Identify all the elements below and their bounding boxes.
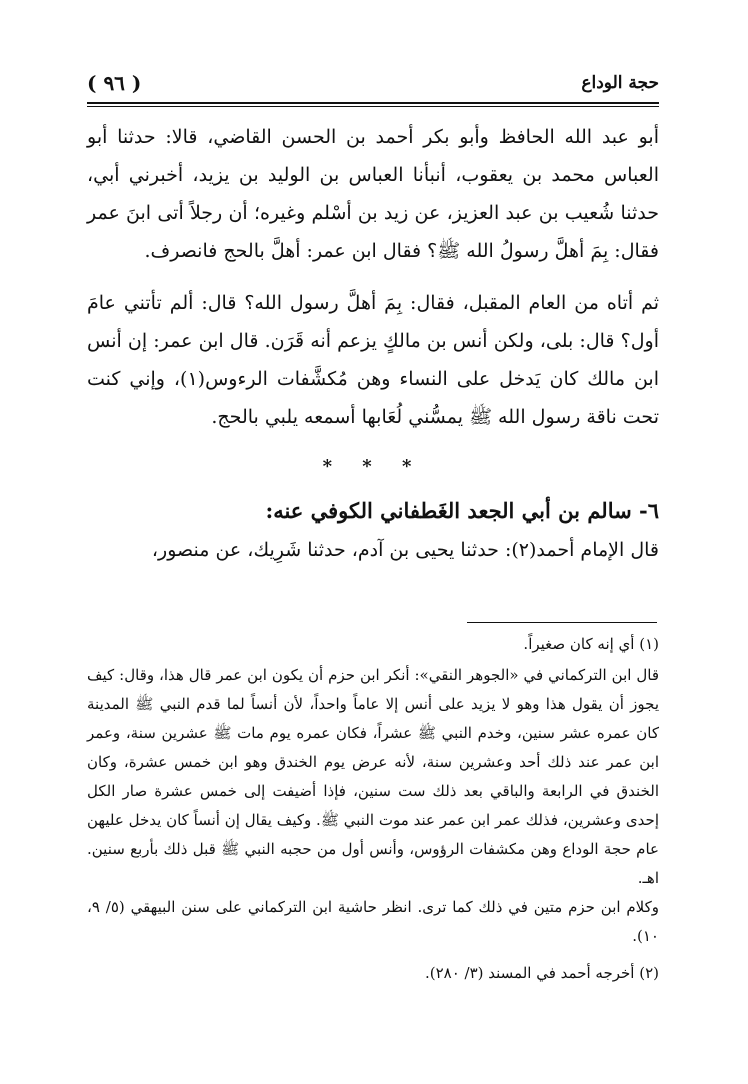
header-rule bbox=[87, 102, 659, 107]
section-paragraph: قال الإمام أحمد(٢): حدثنا يحيى بن آدم، حدثنا شَرِيك، عن منصور، bbox=[151, 539, 659, 561]
footnotes bbox=[87, 630, 659, 988]
section-heading: ٦- سالم بن أبي الجعد الغَطفاني الكوفي عنه: bbox=[265, 498, 659, 523]
main-text bbox=[87, 118, 659, 569]
footnote-2: (٢) أخرجه أحمد في المسند (٣/ ٢٨٠). bbox=[424, 964, 659, 982]
running-title: حجة الوداع bbox=[581, 73, 659, 93]
paragraph-1: أبو عبد الله الحافظ وأبو بكر أحمد بن الحسن القاضي، قالا: حدثنا أبو العباس محمد بن يعقوب، أنبأنا العباس بن الوليد بن يزيد، أخبرني أبي، حدثنا شُعيب بن عبد العزيز، عن زيد بن أسْلم وغيره؛ أن رجلاً أتى ابنَ عمر فقال: بِمَ أهلَّ رسولُ الله ﷺ؟ فقال ابن عمر: أهلَّ بالحج فانصرف. bbox=[87, 126, 659, 262]
page-header bbox=[87, 66, 659, 100]
page-number: ( ٩٦ ) bbox=[87, 71, 142, 95]
footnote-1-body: قال ابن التركماني في «الجوهر النقي»: أنكر ابن حزم أن يكون ابن عمر قال هذا، وقال: كيف يجوز أن يقول هذا وهو لا يزيد على أنس إلا عاماً واحداً، لأن أنساً لما قدم النبي ﷺ المدينة كان عمره عشر سنين، وخدم النبي ﷺ عشراً، فكان عمره يوم مات ﷺ عشرين سنة، وعمر ابن عمر عند ذلك أحد وعشرين سنة، لأنه عرض يوم الخندق وهو ابن خمس عشرة، وكان الخندق في الرابعة والباقي بعد ذلك ست سنين، فإذا أضيفت إلى خمس عشرة صار الكل إحدى وعشرين، فذلك عمر ابن عمر عند موت النبي ﷺ. وكيف يقال إن أنساً كان يدخل عليهن عام حجة الوداع وهن مكشفات الرؤوس، وأنس أول من حجبه النبي ﷺ قبل ذلك بأربع سنين. اهـ. bbox=[87, 666, 659, 887]
section-separator: * * * bbox=[322, 456, 424, 477]
footnote-1-title: (١) أي إنه كان صغيراً. bbox=[523, 635, 659, 653]
footnote-rule bbox=[467, 622, 657, 623]
footnote-1-closing: وكلام ابن حزم متين في ذلك كما ترى. انظر حاشية ابن التركماني على سنن البيهقي (٥/ ٩، ١٠). bbox=[87, 898, 659, 945]
paragraph-2: ثم أتاه من العام المقبل، فقال: بِمَ أهلَّ رسول الله؟ قال: ألم تأتني عامَ أول؟ قال: بلى، ولكن أنس بن مالكٍ يزعم أنه قَرَن. قال ابن عمر: إن أنس ابن مالك كان يَدخل على النساء وهن مُكشَّفات الرءوس(١)، وإني كنت تحت ناقة رسول الله ﷺ يمسُّني لُعَابها أسمعه يلبي بالحج. bbox=[87, 292, 659, 428]
